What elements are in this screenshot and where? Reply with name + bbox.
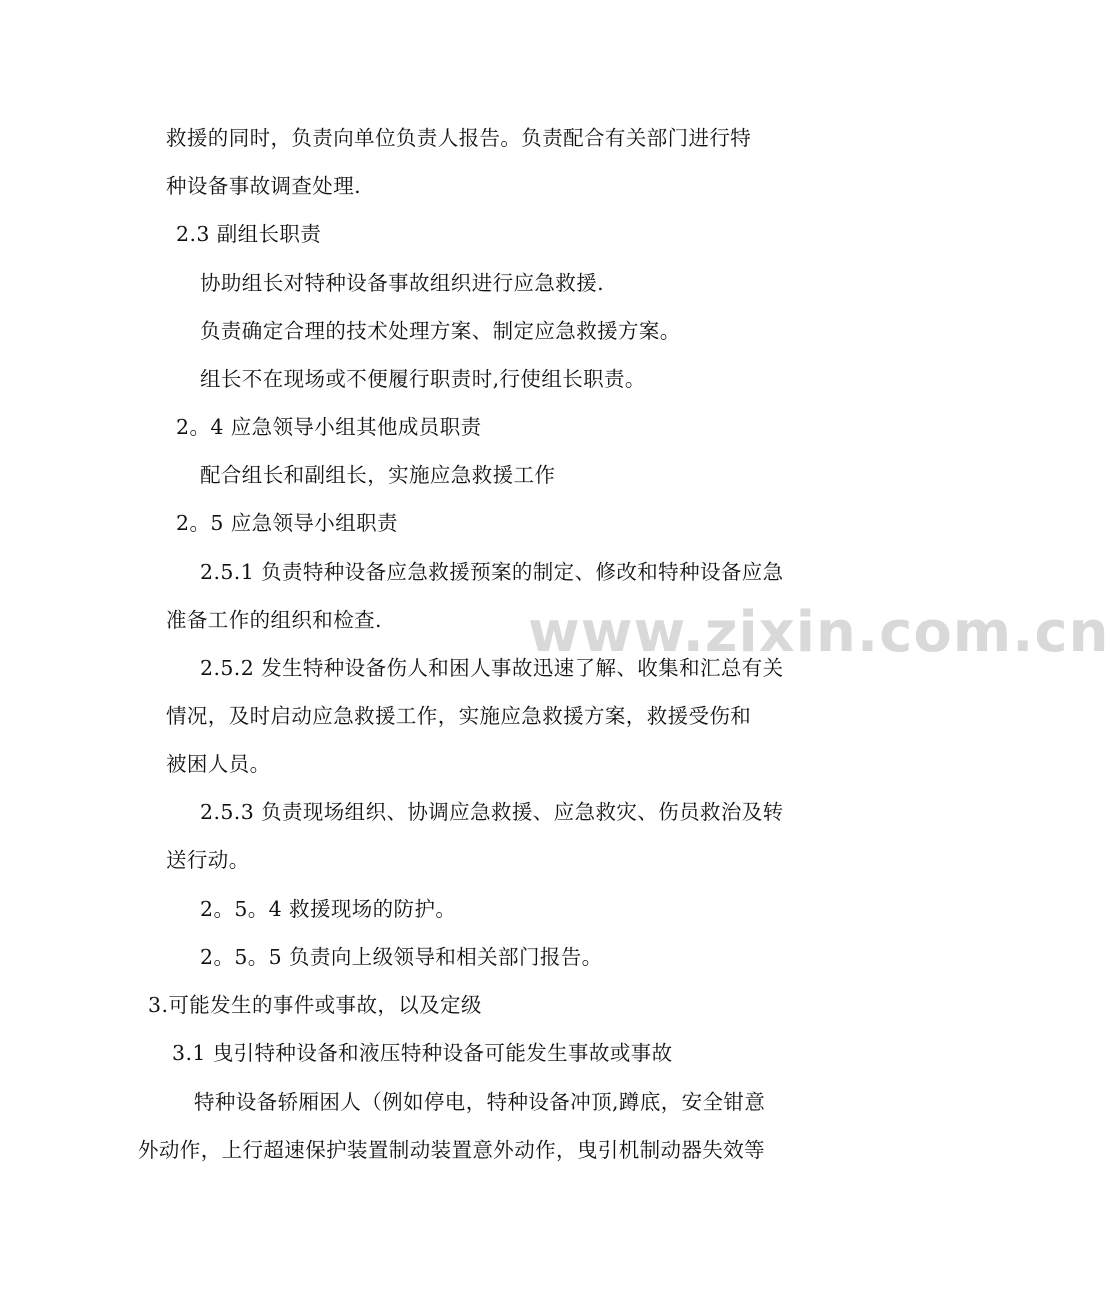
paragraph-line: 送行动。 — [166, 848, 250, 872]
paragraph-line: 负责确定合理的技术处理方案、制定应急救援方案。 — [200, 319, 681, 343]
paragraph-line: 2.5.3 负责现场组织、协调应急救援、应急救灾、伤员救治及转 — [200, 800, 784, 824]
section-heading: 2。4 应急领导小组其他成员职责 — [176, 415, 482, 439]
paragraph-line: 情况，及时启动应急救援工作，实施应急救援方案，救援受伤和 — [166, 704, 752, 728]
paragraph-line: 2.5.2 发生特种设备伤人和困人事故迅速了解、收集和汇总有关 — [200, 656, 784, 680]
section-heading: 3.可能发生的事件或事故，以及定级 — [148, 993, 482, 1017]
section-heading: 3.1 曳引特种设备和液压特种设备可能发生事故或事故 — [172, 1041, 673, 1065]
paragraph-line: 配合组长和副组长，实施应急救援工作 — [200, 463, 556, 487]
paragraph-line: 2。5。4 救援现场的防护。 — [200, 897, 457, 921]
watermark: www.zixin.com.cn — [528, 600, 1110, 665]
paragraph-line: 被困人员。 — [166, 752, 271, 776]
section-heading: 2.3 副组长职责 — [176, 222, 322, 246]
paragraph-line: 协助组长对特种设备事故组织进行应急救援. — [200, 271, 605, 295]
paragraph-line: 救援的同时，负责向单位负责人报告。负责配合有关部门进行特 — [166, 126, 752, 150]
paragraph-line: 2.5.1 负责特种设备应急救援预案的制定、修改和特种设备应急 — [200, 560, 784, 584]
paragraph-line: 外动作，上行超速保护装置制动装置意外动作，曳引机制动器失效等 — [138, 1138, 765, 1162]
paragraph-line: 组长不在现场或不便履行职责时,行使组长职责。 — [200, 367, 646, 391]
paragraph-line: 种设备事故调查处理. — [166, 174, 362, 198]
section-heading: 2。5 应急领导小组职责 — [176, 511, 398, 535]
paragraph-line: 2。5。5 负责向上级领导和相关部门报告。 — [200, 945, 603, 969]
paragraph-line: 特种设备轿厢困人（例如停电，特种设备冲顶,蹲底，安全钳意 — [194, 1090, 766, 1114]
paragraph-line: 准备工作的组织和检查. — [166, 608, 382, 632]
